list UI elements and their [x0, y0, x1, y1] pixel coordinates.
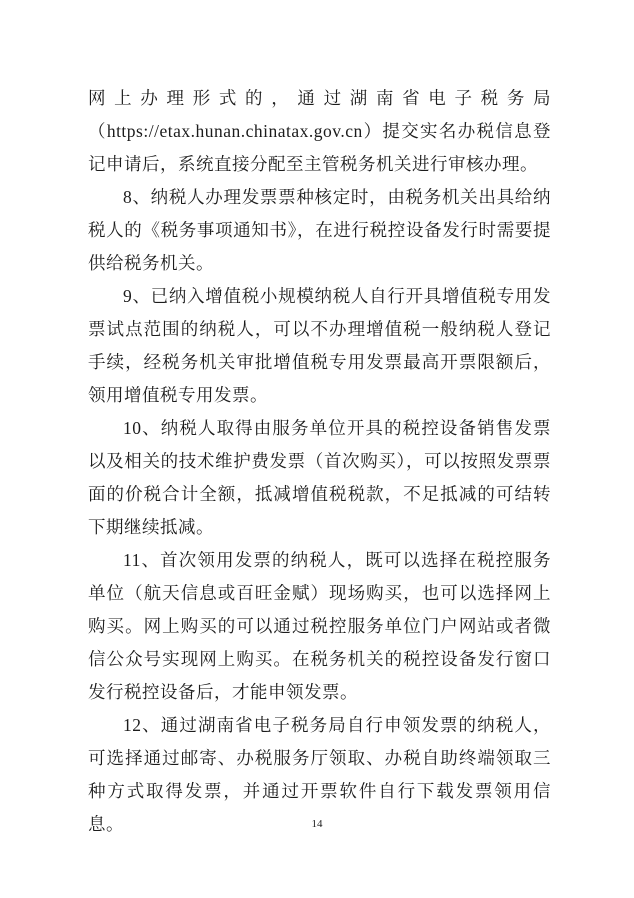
paragraph-item-12: 12、通过湖南省电子税务局自行申领发票的纳税人，可选择通过邮寄、办税服务厅领取、办税自助终端领取三种方式取得发票，并通过开票软件自行下载发票领用信息。 — [88, 715, 551, 834]
paragraph-continuation: 网上办理形式的，通过湖南省电子税务局（https://etax.hunan.chinatax.gov.cn）提交实名办税信息登记申请后，系统直接分配至主管税务机关进行审核办理。 — [88, 88, 551, 174]
document-body — [88, 82, 551, 841]
paragraph-item-9: 9、已纳入增值税小规模纳税人自行开具增值税专用发票试点范围的纳税人，可以不办理增值税一般纳税人登记手续，经税务机关审批增值税专用发票最高开票限额后，领用增值税专用发票。 — [88, 286, 551, 405]
paragraph-item-8: 8、纳税人办理发票票种核定时，由税务机关出具给纳税人的《税务事项通知书》，在进行税控设备发行时需要提供给税务机关。 — [88, 187, 551, 273]
page-number: 14 — [311, 818, 323, 830]
paragraph-item-10: 10、纳税人取得由服务单位开具的税控设备销售发票以及相关的技术维护费发票（首次购买），可以按照发票票面的价税合计全额，抵减增值税税款，不足抵减的可结转下期继续抵减。 — [88, 418, 551, 537]
paragraph-item-11: 11、首次领用发票的纳税人，既可以选择在税控服务单位（航天信息或百旺金赋）现场购买，也可以选择网上购买。网上购买的可以通过税控服务单位门户网站或者微信公众号实现网上购买。在税务机关的税控设备发行窗口发行税控设备后，才能申领发票。 — [88, 550, 551, 702]
